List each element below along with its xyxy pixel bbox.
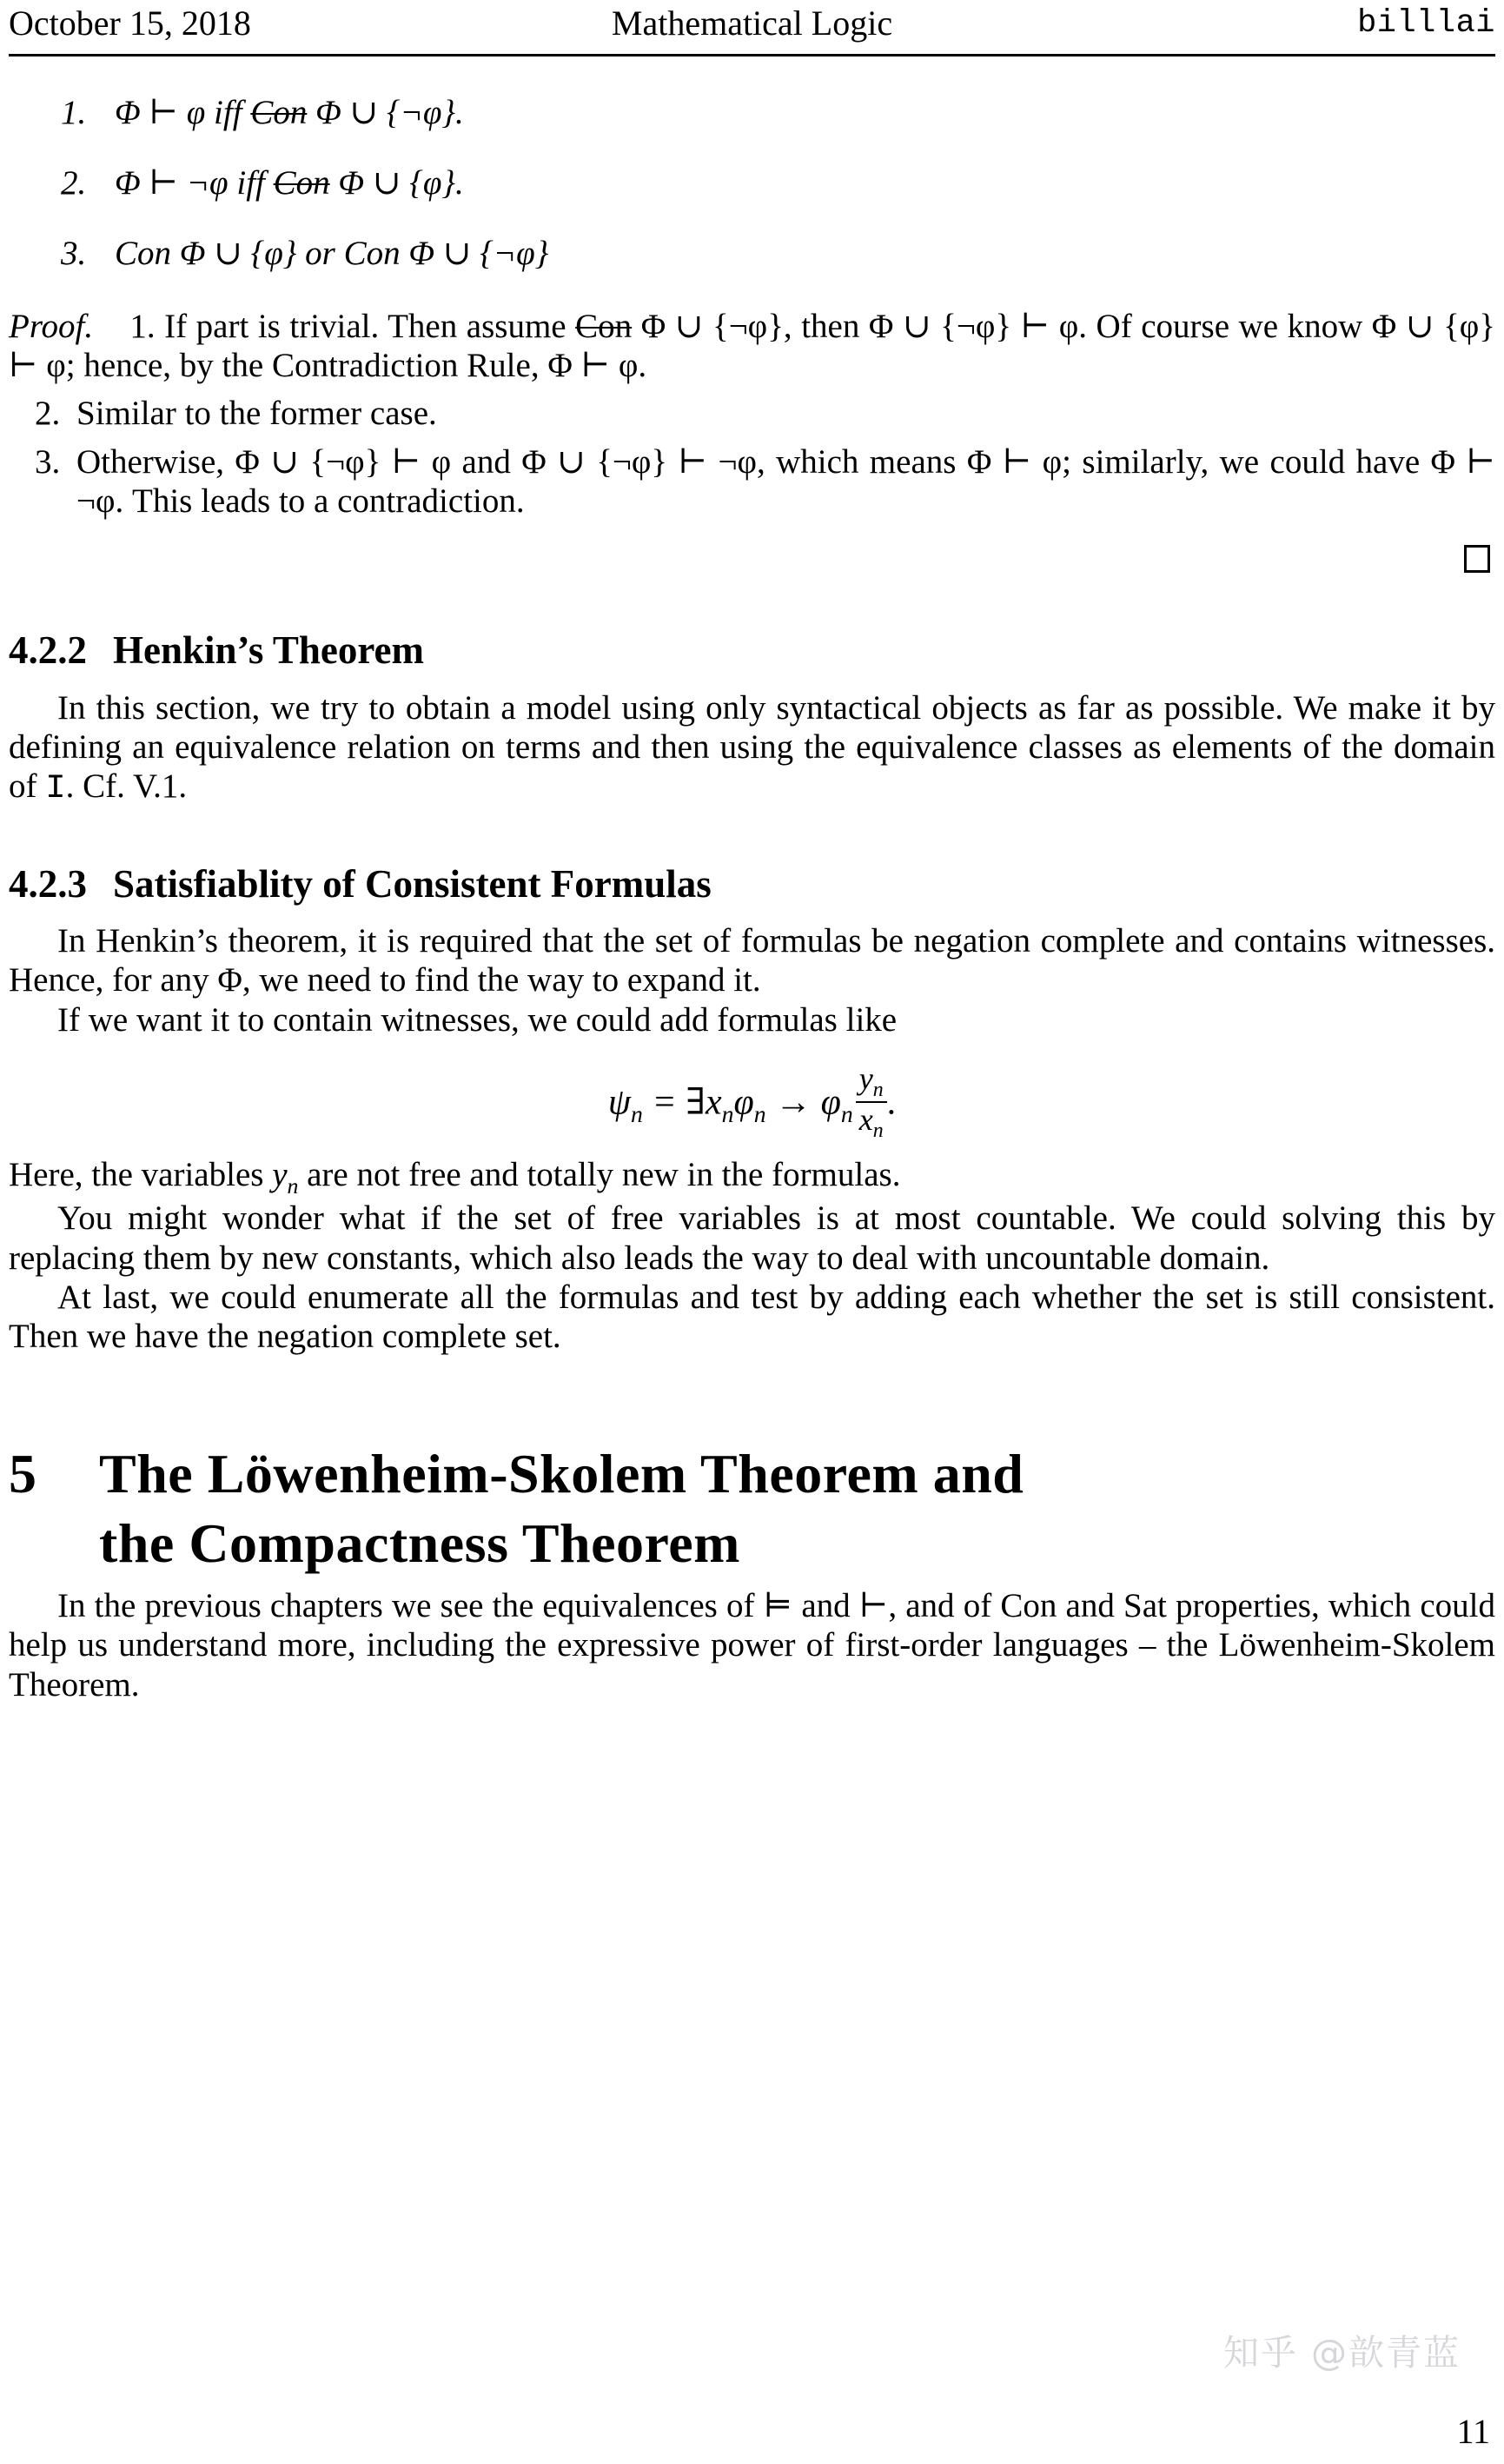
formula-var: x bbox=[705, 1082, 722, 1123]
variable-y: y bbox=[272, 1155, 288, 1193]
strikethrough-con: Con bbox=[250, 94, 308, 131]
display-formula bbox=[9, 1062, 1495, 1143]
list-item-text bbox=[115, 96, 464, 130]
formula-var-sub: n bbox=[721, 1099, 734, 1127]
claim-text-lead: Φ ⊢ φ iff bbox=[115, 94, 251, 131]
list-item-text bbox=[115, 166, 464, 200]
formula-phi1-sub: n bbox=[753, 1099, 766, 1127]
formula-phi1: φ bbox=[733, 1082, 754, 1123]
zhihu-watermark: 知乎 @歆青蓝 bbox=[1222, 2332, 1461, 2374]
heading-4-2-3 bbox=[9, 863, 1495, 907]
heading-4-2-3-title: Satisfiablity of Consistent Formulas bbox=[113, 861, 712, 906]
header-author: billlai bbox=[1357, 5, 1495, 42]
page-body bbox=[9, 96, 1495, 1704]
heading-4-2-3-number: 4.2.3 bbox=[9, 861, 87, 906]
variable-y-sub: n bbox=[287, 1172, 299, 1199]
paragraph-4-2-3-1: In Henkin’s theorem, it is required that the set of formulas be negation complete and contains witnesses. Hence, for any Φ, we need to find the way to expand it. bbox=[9, 922, 1495, 1000]
formula-phi2-sub: n bbox=[840, 1099, 853, 1127]
proof-item-2-text: Similar to the former case. bbox=[76, 395, 437, 433]
heading-section-5-number: 5 bbox=[9, 1443, 37, 1505]
proof-item-1-text-a: If part is trivial. Then assume bbox=[164, 308, 576, 345]
proof-item-3 bbox=[9, 442, 1495, 521]
paragraph-section-5: In the previous chapters we see the equivalences of ⊨ and ⊢, and of Con and Sat properties, which could help us understand more, including the expressive power of first-order languages – the Löwenheim-Skolem Theorem. bbox=[9, 1587, 1495, 1704]
formula-arrow-icon: → bbox=[775, 1082, 812, 1123]
page-header bbox=[9, 0, 1495, 61]
strikethrough-con: Con bbox=[273, 164, 330, 202]
heading-section-5 bbox=[9, 1439, 1495, 1577]
list-item-number: 2. bbox=[61, 164, 87, 202]
proof-item-2-number: 2. bbox=[35, 395, 61, 433]
formula-numer-sub: n bbox=[872, 1079, 884, 1102]
strikethrough-con: Con bbox=[575, 308, 633, 345]
paragraph-4-2-3-2: If we want it to contain witnesses, we could add formulas like bbox=[57, 1000, 898, 1039]
proof-item-3-number: 3. bbox=[35, 442, 61, 481]
claim-text-lead: Φ ⊢ ¬φ iff bbox=[115, 164, 274, 202]
formula-lhs: ψ bbox=[607, 1082, 631, 1123]
header-rule bbox=[9, 54, 1495, 56]
proof-item-2 bbox=[9, 394, 1495, 433]
qed-symbol bbox=[9, 536, 1490, 575]
paragraph-4-2-2-b: . Cf. V.1. bbox=[65, 767, 188, 806]
paragraph-4-2-2-a: In this section, we try to obtain a model using only syntactical objects as far as possible. We make it by defining an equivalence relation on terms and then using the equivalence classes as elements of the domain of bbox=[9, 688, 1495, 806]
list-item-text: Con Φ ∪ {φ} or Con Φ ∪ {¬φ} bbox=[115, 235, 549, 272]
proof-item-1 bbox=[9, 307, 1495, 385]
heading-4-2-2 bbox=[9, 629, 1495, 673]
claim-text-tail: Φ ∪ {¬φ}. bbox=[307, 94, 464, 131]
header-date: October 15, 2018 bbox=[9, 3, 251, 43]
proof-item-1-text-b: Φ ∪ {¬φ}, then Φ ∪ {¬φ} ⊢ φ. Of course we know Φ ∪ {φ} ⊢ φ; hence, by the Contradiction Rule, Φ ⊢ φ. bbox=[9, 308, 1496, 385]
formula-substitution-fraction bbox=[856, 1062, 887, 1143]
formula-period: . bbox=[886, 1082, 897, 1123]
heading-4-2-2-number: 4.2.2 bbox=[9, 628, 87, 673]
formula-fraction-numerator bbox=[856, 1062, 887, 1101]
proof-label: Proof. bbox=[9, 308, 94, 345]
formula-equals: = bbox=[652, 1082, 677, 1123]
heading-4-2-2-title: Henkin’s Theorem bbox=[113, 628, 424, 673]
formula-phi2: φ bbox=[820, 1082, 841, 1123]
heading-section-5-title-line1: The Löwenheim-Skolem Theorem and bbox=[99, 1443, 1024, 1505]
proof-item-3-text: Otherwise, Φ ∪ {¬φ} ⊢ φ and Φ ∪ {¬φ} ⊢ ¬φ, which means Φ ⊢ φ; similarly, we could have Φ ⊢ ¬φ. This leads to a contradiction. bbox=[76, 442, 1495, 520]
proof-block bbox=[9, 307, 1495, 575]
formula-lhs-sub: n bbox=[630, 1099, 643, 1127]
claim-text-tail: Φ ∪ {φ}. bbox=[329, 164, 464, 202]
paragraph-4-2-3-5: At last, we could enumerate all the formulas and test by adding each whether the set is still consistent. Then we have the negation complete set. bbox=[9, 1278, 1495, 1356]
page-number: 11 bbox=[1456, 2412, 1490, 2451]
theorem-claims-list bbox=[9, 96, 1495, 270]
formula-numer-var: y bbox=[858, 1060, 873, 1096]
paragraph-4-2-2 bbox=[9, 688, 1495, 809]
heading-section-5-title-line2: the Compactness Theorem bbox=[99, 1511, 740, 1574]
paragraph-4-2-3-3-a: Here, the variables bbox=[9, 1155, 273, 1193]
formula-fraction-denominator bbox=[856, 1101, 887, 1142]
paragraph-4-2-3-3 bbox=[9, 1155, 1495, 1199]
proof-item-1-number: 1. bbox=[129, 308, 156, 345]
interpretation-symbol: I bbox=[45, 769, 66, 808]
paragraph-4-2-3-4: You might wonder what if the set of free variables is at most countable. We could solving this by replacing them by new constants, which also leads the way to deal with uncountable domain. bbox=[9, 1199, 1495, 1277]
list-item-number: 3. bbox=[61, 235, 87, 272]
list-item-number: 1. bbox=[61, 94, 87, 131]
qed-box-icon bbox=[1464, 545, 1490, 573]
formula-denom-var: x bbox=[858, 1102, 873, 1138]
list-item bbox=[9, 236, 1495, 270]
formula-denom-sub: n bbox=[872, 1119, 884, 1143]
formula-exists-icon: ∃ bbox=[686, 1082, 706, 1123]
paragraph-4-2-3-3-b: are not free and totally new in the formulas. bbox=[298, 1155, 901, 1193]
list-item bbox=[9, 166, 1495, 200]
list-item bbox=[9, 96, 1495, 130]
header-title: Mathematical Logic bbox=[611, 3, 893, 43]
